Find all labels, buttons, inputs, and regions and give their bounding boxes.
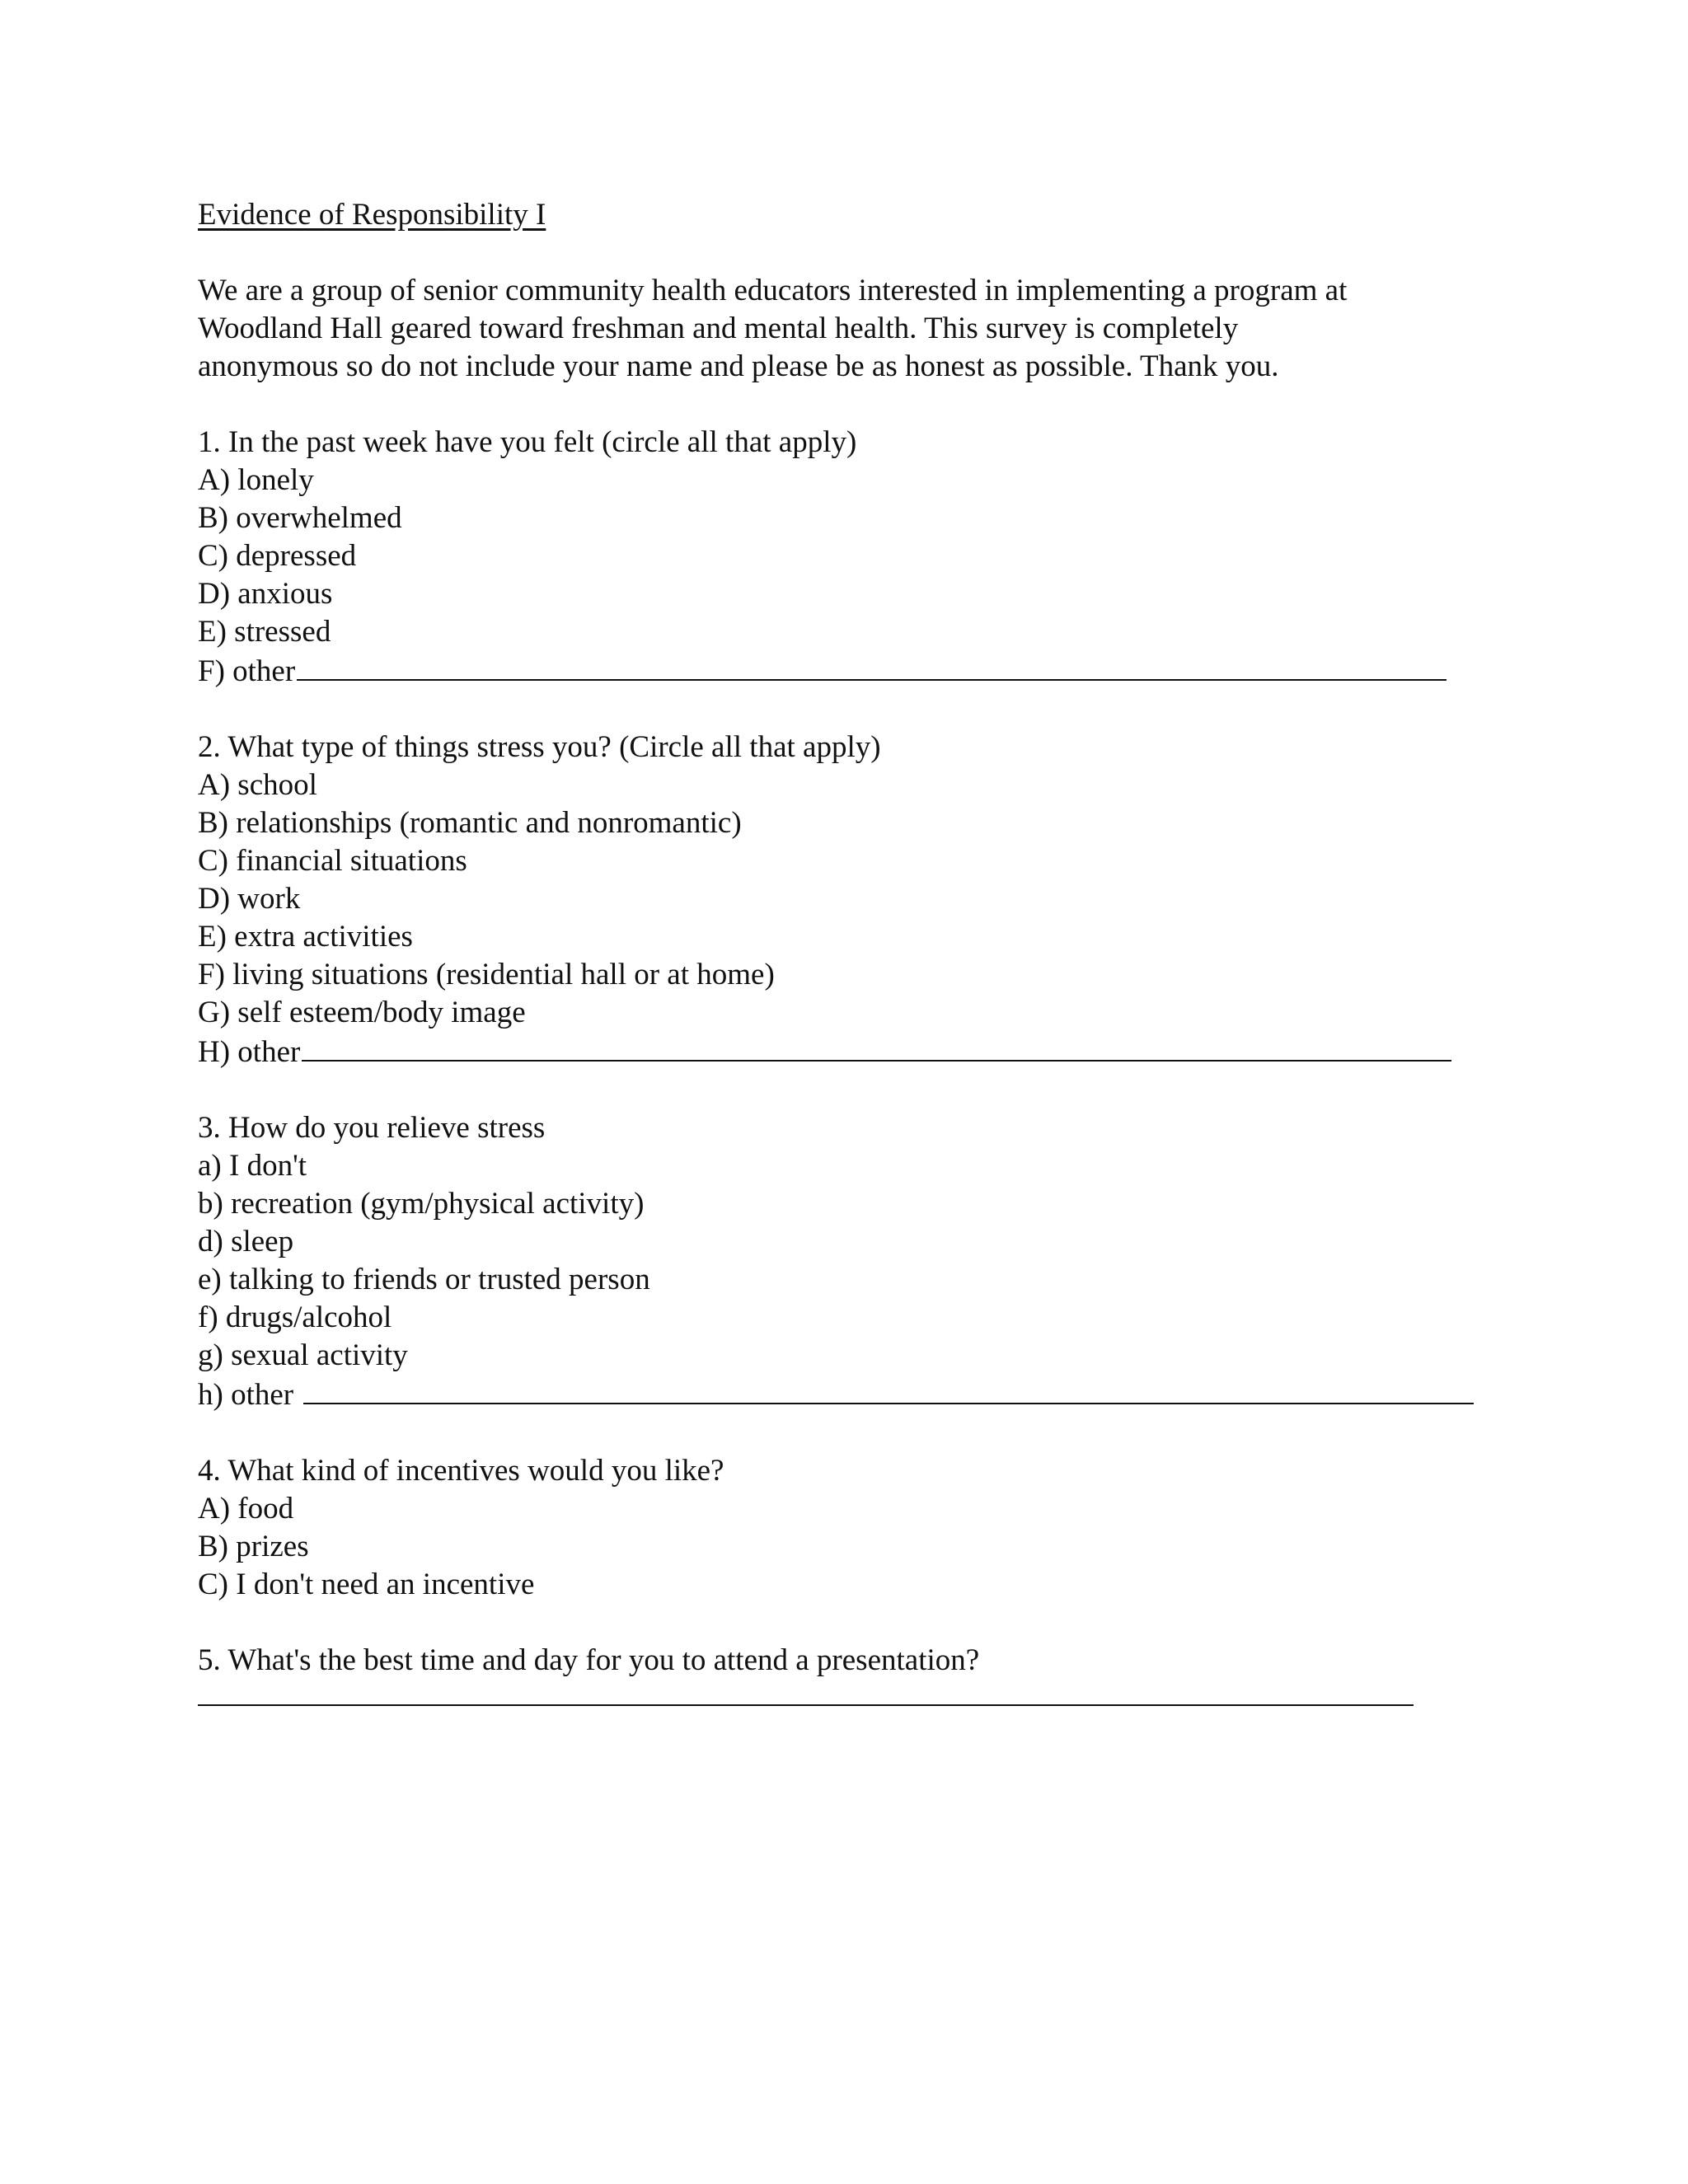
option-item[interactable]: C) financial situations	[198, 844, 467, 878]
question-4	[198, 1452, 1484, 1604]
other-option	[198, 1032, 1484, 1071]
option-item[interactable]: b) recreation (gym/physical activity)	[198, 1187, 645, 1221]
option-item[interactable]: e) talking to friends or trusted person	[198, 1263, 650, 1296]
option-item[interactable]: g) sexual activity	[198, 1338, 408, 1372]
answer-blank-line[interactable]	[198, 1680, 1414, 1706]
option-item[interactable]: F) living situations (residential hall or at home)	[198, 958, 775, 991]
question-3	[198, 1109, 1484, 1414]
option-item[interactable]: D) anxious	[198, 577, 333, 611]
other-blank-line[interactable]	[303, 1375, 1474, 1404]
intro-paragraph	[198, 272, 1451, 386]
other-blank-line[interactable]	[302, 1032, 1451, 1062]
option-item[interactable]: G) self esteem/body image	[198, 996, 526, 1029]
question-text: 1. In the past week have you felt (circle all that apply)	[198, 425, 857, 459]
option-item[interactable]: A) lonely	[198, 463, 314, 497]
page-title: Evidence of Responsibility I	[198, 198, 546, 232]
option-item[interactable]: B) overwhelmed	[198, 501, 402, 535]
option-item[interactable]: C) depressed	[198, 539, 357, 573]
question-text: 2. What type of things stress you? (Circle all that apply)	[198, 730, 881, 764]
other-option	[198, 651, 1484, 691]
other-option	[198, 1375, 1484, 1414]
other-label[interactable]: F) other	[198, 654, 296, 688]
option-item[interactable]: f) drugs/alcohol	[198, 1301, 392, 1334]
question-2	[198, 729, 1484, 1071]
question-text: 4. What kind of incentives would you like?	[198, 1454, 724, 1488]
intro-line: anonymous so do not include your name and please be as honest as possible. Thank you.	[198, 349, 1279, 383]
option-item[interactable]: a) I don't	[198, 1149, 307, 1183]
option-item[interactable]: A) food	[198, 1492, 294, 1526]
option-item[interactable]: E) stressed	[198, 615, 331, 649]
survey-content	[198, 196, 1484, 1706]
option-item[interactable]: d) sleep	[198, 1225, 294, 1258]
other-label[interactable]: H) other	[198, 1035, 301, 1069]
other-label[interactable]: h) other	[198, 1378, 294, 1412]
question-5	[198, 1642, 1484, 1706]
intro-line: Woodland Hall geared toward freshman and mental health. This survey is completely	[198, 312, 1239, 345]
option-item[interactable]: B) prizes	[198, 1530, 309, 1563]
option-item[interactable]: B) relationships (romantic and nonromantic)	[198, 806, 742, 840]
question-text: 5. What's the best time and day for you to attend a presentation?	[198, 1643, 980, 1677]
intro-line: We are a group of senior community health educators interested in implementing a program at	[198, 274, 1348, 307]
other-blank-line[interactable]	[297, 651, 1447, 681]
option-item[interactable]: C) I don't need an incentive	[198, 1568, 535, 1601]
option-item[interactable]: D) work	[198, 882, 301, 916]
option-item[interactable]: A) school	[198, 768, 317, 802]
option-item[interactable]: E) extra activities	[198, 920, 413, 954]
question-text: 3. How do you relieve stress	[198, 1111, 546, 1145]
question-1	[198, 424, 1484, 691]
